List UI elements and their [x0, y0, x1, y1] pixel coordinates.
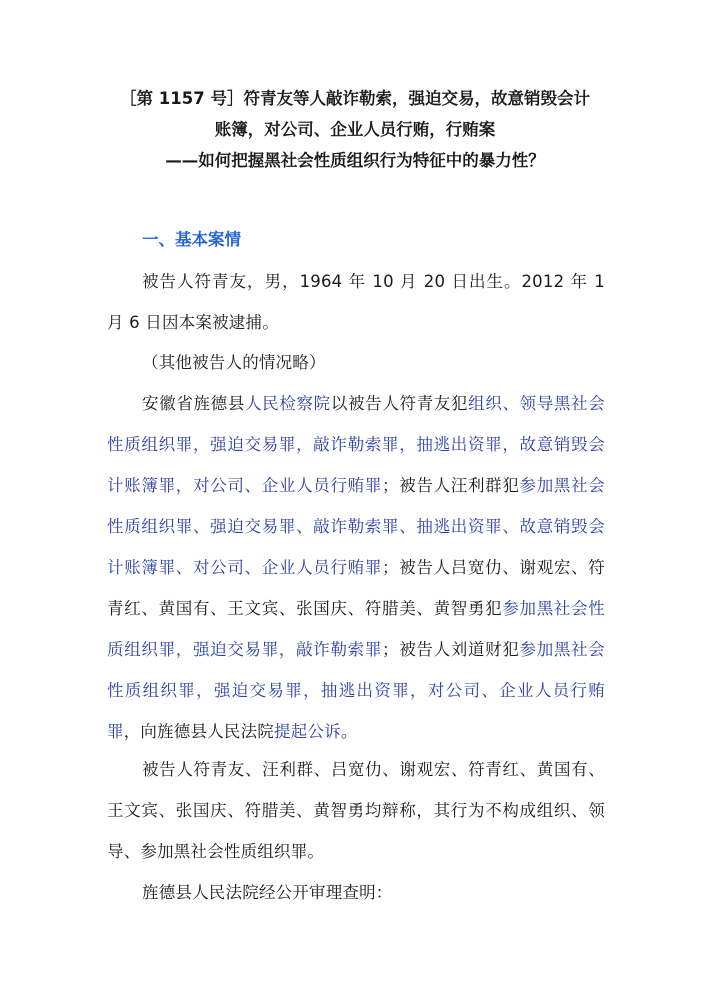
case-title-line-2: 账簿，对公司、企业人员行贿，行贿案	[214, 120, 496, 139]
section-heading-basic-facts: 一、基本案情	[142, 230, 241, 249]
paragraph-court-findings-intro: 旌德县人民法院经公开审理查明：	[142, 883, 393, 902]
case-subtitle: ——如何把握黑社会性质组织行为特征中的暴力性？	[165, 151, 545, 170]
text-segment: 以被告人符青友犯	[330, 394, 469, 413]
link-public-prosecution[interactable]: 提起公诉	[274, 722, 341, 741]
paragraph-defense-argument: 被告人符青友、汪利群、吕宽仂、谢观宏、符青红、黄国有、王文宾、张国庆、符腊美、黄智勇均辩称，其行为不构成组织、领导、参加黑社会性质组织罪。	[107, 760, 605, 861]
link-charges-wang-liqun[interactable]: 参加黑社会性质组织罪、强迫交易罪、敲诈勒索罪、抽逃出资罪、故意销毁会计账簿罪、对公司、企业人员行贿罪	[107, 476, 606, 577]
case-title-line-1: ［第 1157 号］符青友等人敲诈勒索，强迫交易，故意销毁会计	[120, 89, 590, 108]
link-procuratorate[interactable]: 人民检察院	[245, 394, 331, 413]
paragraph-other-defendants-omitted: （其他被告人的情况略）	[142, 353, 326, 372]
text-segment: ；被告人汪利群犯	[382, 476, 520, 495]
link-charges-fu-qingyou[interactable]: 组织、领导黑社会性质组织罪，强迫交易罪，敲诈勒索罪，抽逃出资罪，故意销毁会计账簿罪，对公司、企业人员行贿罪	[107, 394, 606, 495]
paragraph-defendant-info: 被告人符青友，男，1964 年 10 月 20 日出生。2012 年 1 月 6 日因本案被逮捕。	[107, 272, 605, 332]
text-segment: ；被告人刘道财犯	[382, 640, 520, 659]
text-segment: 。	[340, 722, 358, 741]
text-segment: ；被告人吕宽仂、谢观宏、符青红、黄国有、王文宾、张国庆、符腊美、黄智勇犯	[107, 558, 605, 618]
text-segment: 安徽省旌德县	[142, 394, 245, 413]
link-charges-liu-daocai[interactable]: 参加黑社会性质组织罪，强迫交易罪，抽逃出资罪，对公司、企业人员行贿罪	[107, 640, 606, 741]
paragraph-prosecution	[107, 383, 605, 752]
text-segment: ，向旌德县人民法院	[123, 722, 275, 741]
link-charges-group[interactable]: 参加黑社会性质组织罪，强迫交易罪，敲诈勒索罪	[107, 599, 605, 659]
